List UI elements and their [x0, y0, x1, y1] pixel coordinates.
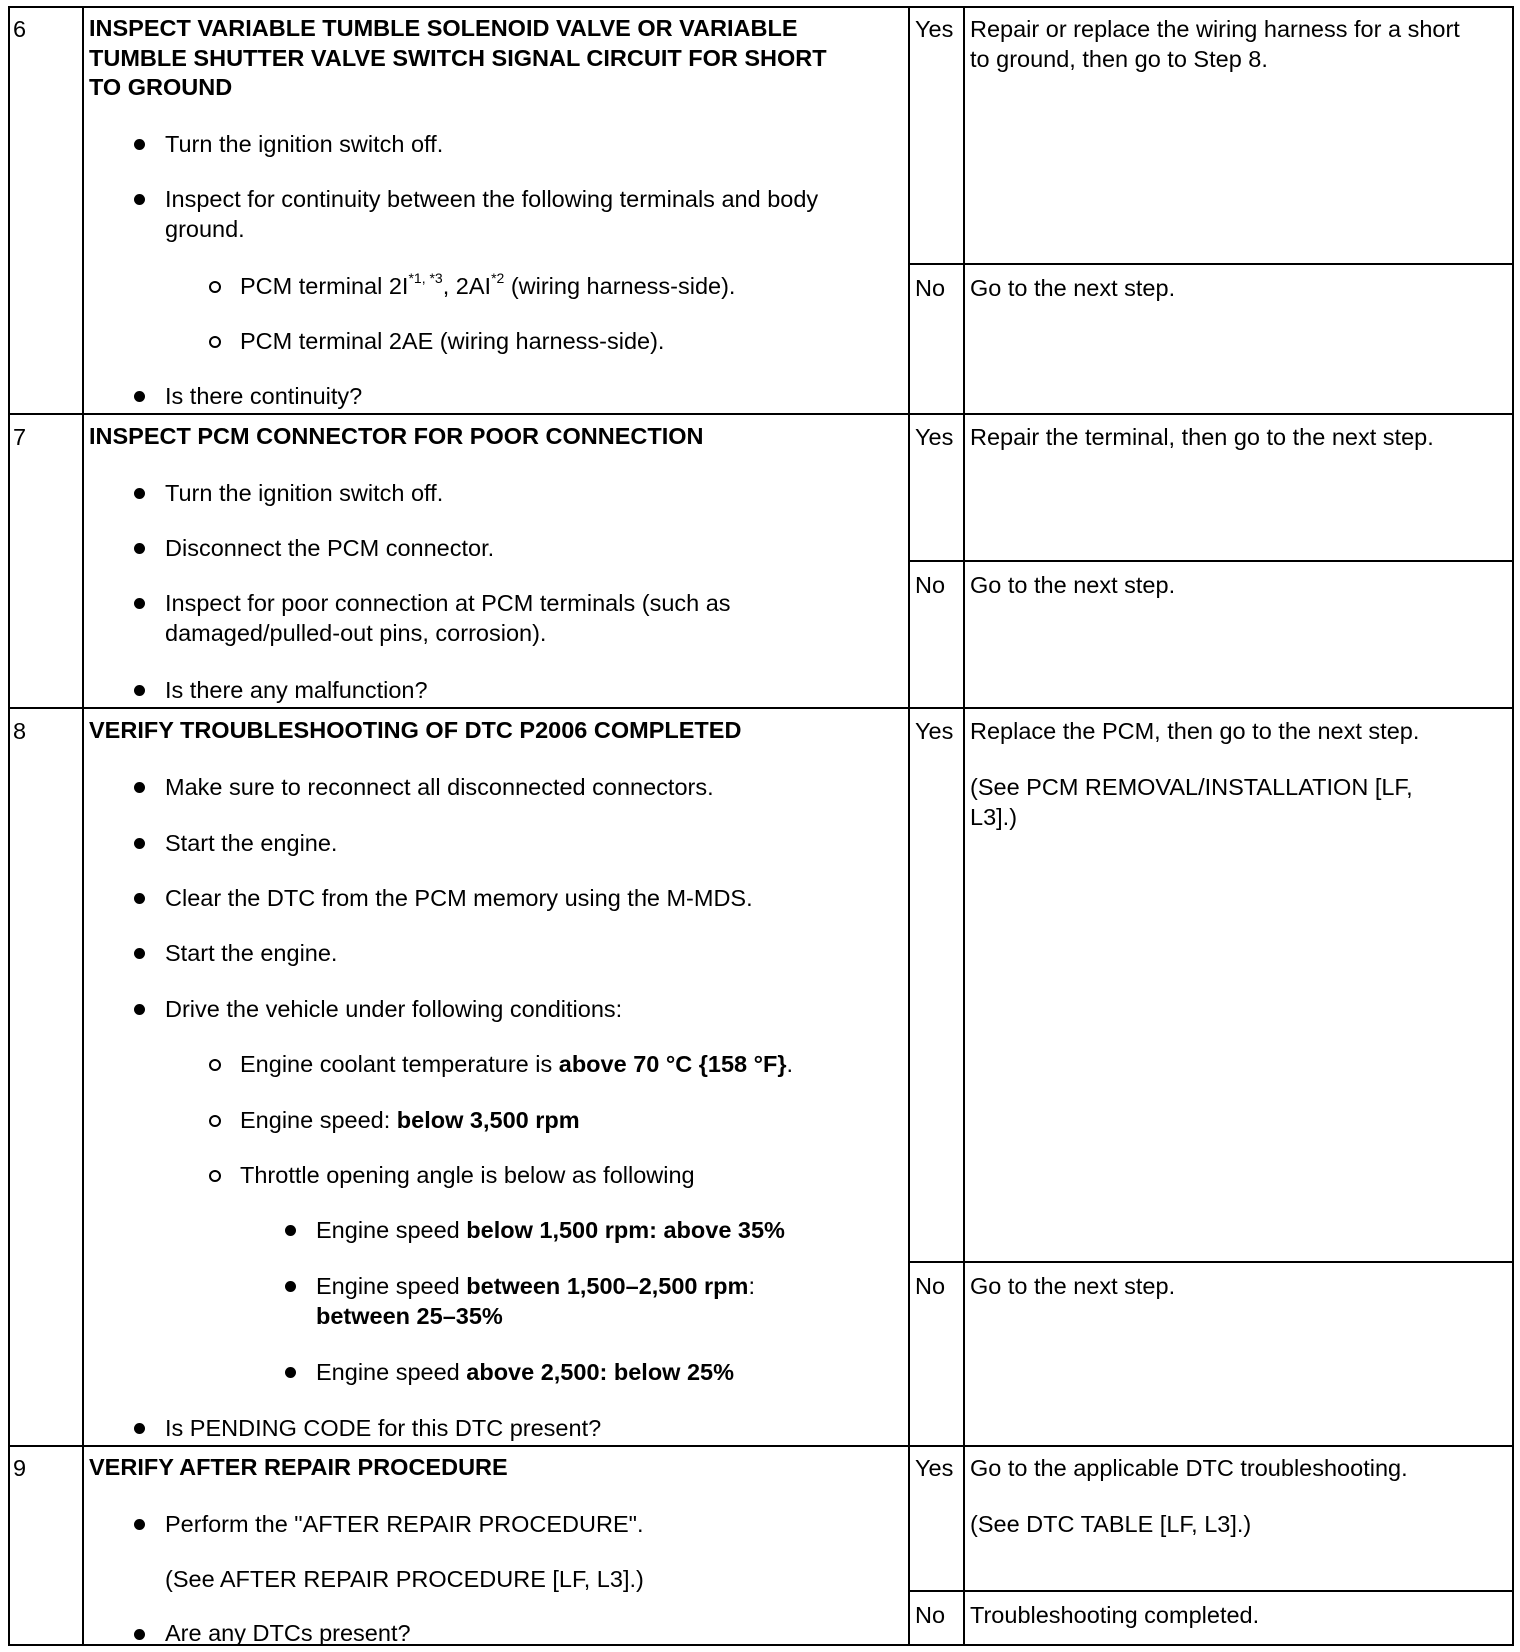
bullet-text: Start the engine. [165, 830, 338, 856]
throttle-condition: Engine speed above 2,500: below 25% [316, 1359, 735, 1385]
condition-text: Engine speed: below 3,500 rpm [240, 1107, 580, 1133]
bullet-reference: (See AFTER REPAIR PROCEDURE [LF, L3].) [165, 1566, 644, 1592]
sub-bullet-icon [209, 1170, 221, 1182]
yes-label: Yes [915, 718, 954, 744]
yes-label: Yes [915, 16, 954, 42]
sub-bullet-text: PCM terminal $2I^{*1, *3}$, 2AI$^{*2}$ (wiring harness-side). [240, 270, 736, 299]
yes-label: Yes [915, 1455, 954, 1481]
yes-reference-cont: L3].) [970, 804, 1018, 830]
bullet-text: Disconnect the PCM connector. [165, 535, 495, 561]
no-action: Go to the next step. [970, 1273, 1176, 1299]
bullet-icon [134, 1004, 145, 1015]
bullet-icon [134, 598, 145, 609]
yes-no-divider [908, 1590, 1514, 1592]
bullet-icon [134, 194, 145, 205]
sub-bullet-icon [209, 1115, 221, 1127]
bullet-text: Start the engine. [165, 940, 338, 966]
condition-text: Engine coolant temperature is above 70 °C {158 °F}. [240, 1051, 794, 1077]
bullet-text: Perform the "AFTER REPAIR PROCEDURE". [165, 1511, 644, 1537]
no-action: Go to the next step. [970, 275, 1176, 301]
bullet-text: Inspect for continuity between the following terminals and body [165, 186, 819, 212]
bullet-text: Clear the DTC from the PCM memory using the M-MDS. [165, 885, 753, 911]
bullet-text: Is PENDING CODE for this DTC present? [165, 1415, 602, 1441]
step-title: VERIFY TROUBLESHOOTING OF DTC P2006 COMPLETED [89, 717, 742, 743]
bullet-text: Drive the vehicle under following conditions: [165, 996, 623, 1022]
bullet-text: Are any DTCs present? [165, 1620, 411, 1646]
step-title-line: TO GROUND [89, 74, 233, 100]
yes-action: Replace the PCM, then go to the next step. [970, 718, 1420, 744]
bullet-icon [134, 685, 145, 696]
sub-bullet-icon [209, 281, 221, 293]
step-number: 9 [13, 1455, 27, 1481]
yes-action: Go to the applicable DTC troubleshooting. [970, 1455, 1408, 1481]
no-label: No [915, 1273, 946, 1299]
bullet-icon [134, 948, 145, 959]
no-label: No [915, 1602, 946, 1628]
bullet-icon [134, 543, 145, 554]
no-action: Troubleshooting completed. [970, 1602, 1260, 1628]
bullet-text: Is there any malfunction? [165, 677, 428, 703]
step-number: 8 [13, 718, 27, 744]
bullet-icon [134, 1519, 145, 1530]
bullet-text: Inspect for poor connection at PCM terminals (such as [165, 590, 731, 616]
sub-bullet-icon [209, 1059, 221, 1071]
col-divider-step [82, 6, 84, 1646]
bullet-icon [134, 838, 145, 849]
col-divider-result [963, 6, 965, 1646]
step-number: 7 [13, 424, 27, 450]
step-number: 6 [13, 16, 27, 42]
sub-bullet-text: PCM terminal 2AE (wiring harness-side). [240, 328, 665, 354]
bullet-text-cont: damaged/pulled-out pins, corrosion). [165, 620, 547, 646]
yes-no-divider [908, 1261, 1514, 1263]
table-border-right [1512, 6, 1514, 1646]
no-label: No [915, 275, 946, 301]
bullet-text: Make sure to reconnect all disconnected connectors. [165, 774, 714, 800]
step-title: INSPECT PCM CONNECTOR FOR POOR CONNECTION [89, 423, 704, 449]
no-label: No [915, 572, 946, 598]
bullet-icon [134, 1423, 145, 1434]
bullet-icon [285, 1281, 296, 1292]
bullet-icon [134, 782, 145, 793]
condition-text: Throttle opening angle is below as following [240, 1162, 695, 1188]
bullet-icon [134, 893, 145, 904]
bullet-text: Turn the ignition switch off. [165, 480, 444, 506]
row-divider [8, 707, 1514, 709]
yes-no-divider [908, 263, 1514, 265]
throttle-condition-cont: between 25–35% [316, 1303, 503, 1329]
step-title-line: INSPECT VARIABLE TUMBLE SOLENOID VALVE OR VARIABLE [89, 15, 798, 41]
bullet-icon [134, 1629, 145, 1640]
bullet-icon [285, 1225, 296, 1236]
yes-no-divider [908, 560, 1514, 562]
row-divider [8, 413, 1514, 415]
yes-action-cont: to ground, then go to Step 8. [970, 46, 1268, 72]
throttle-condition: Engine speed below 1,500 rpm: above 35% [316, 1217, 785, 1243]
yes-reference: (See DTC TABLE [LF, L3].) [970, 1511, 1252, 1537]
row-divider [8, 1445, 1514, 1447]
bullet-icon [285, 1367, 296, 1378]
col-divider-action [908, 6, 910, 1646]
bullet-icon [134, 391, 145, 402]
bullet-text: Is there continuity? [165, 383, 363, 409]
yes-action: Repair or replace the wiring harness for a short [970, 16, 1460, 42]
bullet-text: Turn the ignition switch off. [165, 131, 444, 157]
yes-reference: (See PCM REMOVAL/INSTALLATION [LF, [970, 774, 1413, 800]
no-action: Go to the next step. [970, 572, 1176, 598]
table-border-left [8, 6, 10, 1646]
throttle-condition: Engine speed between 1,500–2,500 rpm: [316, 1273, 755, 1299]
table-border-top [8, 6, 1514, 8]
step-title-line: TUMBLE SHUTTER VALVE SWITCH SIGNAL CIRCUIT FOR SHORT [89, 45, 827, 71]
bullet-text-cont: ground. [165, 216, 245, 242]
bullet-icon [134, 139, 145, 150]
sub-bullet-icon [209, 336, 221, 348]
yes-action: Repair the terminal, then go to the next step. [970, 424, 1434, 450]
step-title: VERIFY AFTER REPAIR PROCEDURE [89, 1454, 508, 1480]
yes-label: Yes [915, 424, 954, 450]
bullet-icon [134, 488, 145, 499]
